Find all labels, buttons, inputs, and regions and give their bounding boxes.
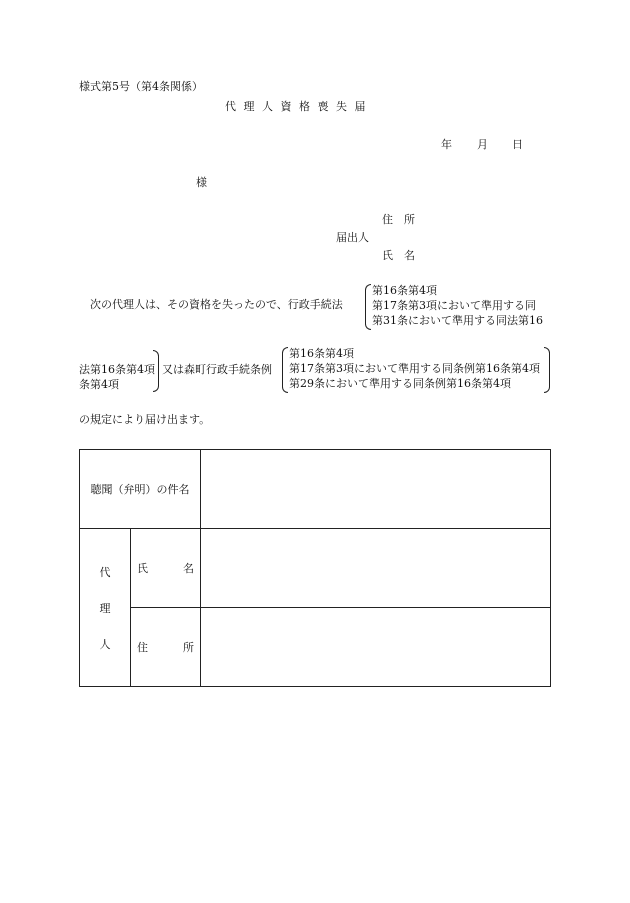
ordinance-option-3: 第29条において準用する同条例第16条第4項 <box>289 377 511 390</box>
agent-address-label-cell <box>131 608 201 687</box>
law-option-3: 第31条において準用する同法第16 <box>372 314 543 327</box>
ordinance-option-2: 第17条第3項において準用する同条例第16条第4項 <box>289 362 540 375</box>
agent-name-label-cell <box>131 529 201 608</box>
agent-address-label-1: 住 <box>137 641 148 654</box>
law-brace <box>365 284 371 330</box>
body-continuation-1: 法第16条第4項 <box>79 363 155 376</box>
agent-char-1: 代 <box>99 565 111 579</box>
law-option-1: 第16条第4項 <box>372 284 437 297</box>
form-title: 代 理 人 資 格 喪 失 届 <box>225 100 368 113</box>
body-continuation-2: 条第4項 <box>79 378 119 391</box>
date-day-label: 日 <box>512 138 523 151</box>
body-closing: の規定により届け出ます。 <box>79 413 211 426</box>
body-intro: 次の代理人は、その資格を失ったので、行政手続法 <box>90 298 343 311</box>
agent-address-field[interactable] <box>201 608 551 687</box>
agent-name-field[interactable] <box>201 529 551 608</box>
ordinance-option-1: 第16条第4項 <box>289 347 354 360</box>
continuation-brace <box>153 350 159 392</box>
agent-form-table <box>79 449 551 687</box>
agent-address-label-2: 所 <box>183 641 194 654</box>
agent-char-2: 理 <box>99 601 111 615</box>
submitter-label: 届出人 <box>336 231 369 244</box>
addressee-suffix: 様 <box>196 176 207 189</box>
hearing-label: 聴聞（弁明）の件名 <box>90 483 190 496</box>
form-number: 様式第5号（第4条関係） <box>79 80 203 93</box>
submitter-address-label: 住 所 <box>382 213 415 226</box>
ordinance-text: 又は森町行政手続条例 <box>162 363 272 376</box>
agent-char-3: 人 <box>99 637 111 651</box>
ordinance-brace-right <box>544 347 550 393</box>
agent-name-label-2: 名 <box>183 562 194 575</box>
hearing-label-cell <box>80 450 201 529</box>
agent-label-cell <box>80 529 131 687</box>
law-option-2: 第17条第3項において準用する同 <box>372 299 536 312</box>
hearing-subject-field[interactable] <box>201 450 551 529</box>
date-month-label: 月 <box>477 138 488 151</box>
ordinance-brace-left <box>282 347 288 393</box>
date-year-label: 年 <box>441 138 452 151</box>
agent-name-label-1: 氏 <box>137 562 148 575</box>
submitter-name-label: 氏 名 <box>382 249 415 262</box>
